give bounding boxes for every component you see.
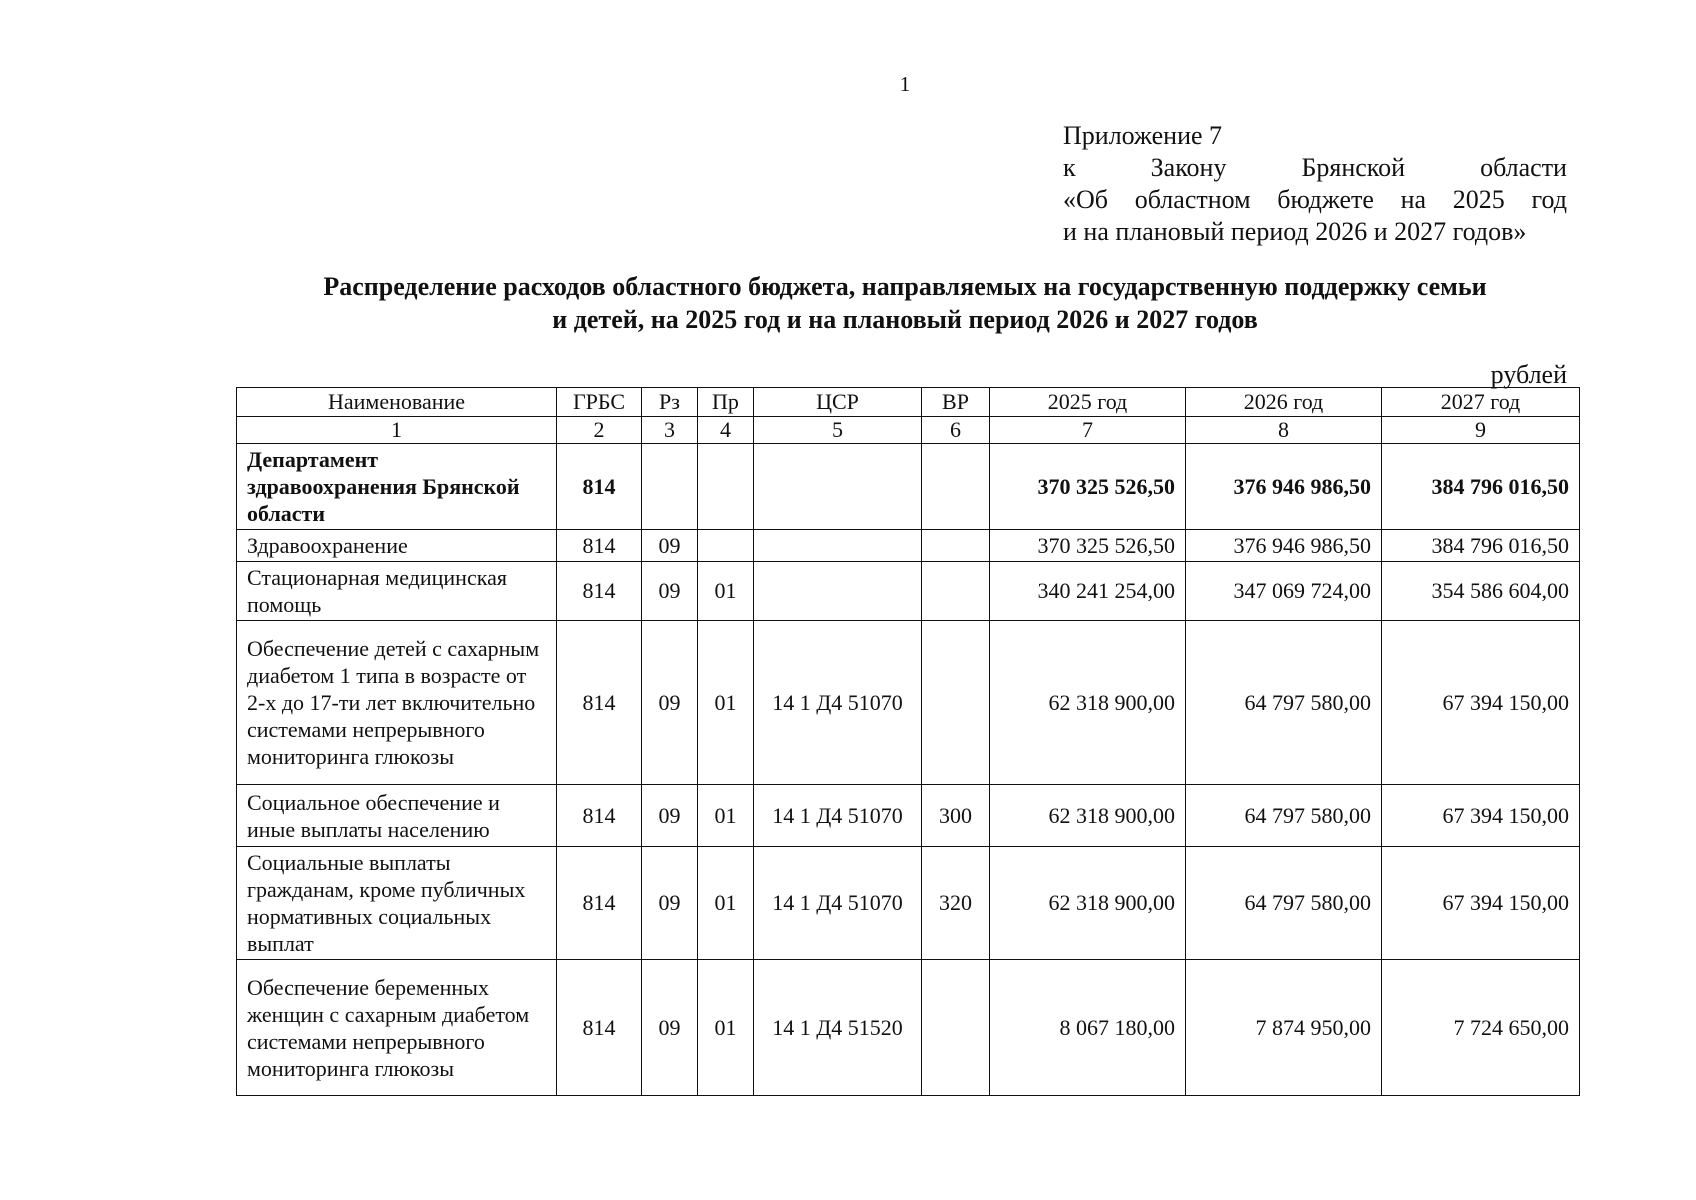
table-row [237, 960, 1580, 1096]
column-number: 2 [557, 417, 642, 444]
table-row [237, 562, 1580, 621]
row-2025: 62 318 900,00 [990, 621, 1186, 785]
page-number: 1 [899, 72, 911, 96]
header-cell: Наименование [237, 388, 557, 417]
appendix-line-4: и на плановый период 2026 и 2027 годов» [1063, 217, 1527, 246]
appendix-block [1063, 120, 1567, 248]
row-rz: 09 [642, 785, 698, 847]
appendix-word: к [1063, 153, 1076, 182]
column-number: 3 [642, 417, 698, 444]
row-2025: 370 325 526,50 [990, 444, 1186, 530]
appendix-word: Брянской [1301, 153, 1406, 182]
row-2026: 64 797 580,00 [1186, 785, 1382, 847]
table-row [237, 785, 1580, 847]
appendix-word: области [1480, 153, 1567, 182]
row-2026: 7 874 950,00 [1186, 960, 1382, 1096]
row-csr [754, 444, 922, 530]
header-cell: 2027 год [1382, 388, 1580, 417]
row-rz: 09 [642, 847, 698, 960]
row-grbs: 814 [557, 785, 642, 847]
table-body [237, 444, 1580, 1096]
column-number: 7 [990, 417, 1186, 444]
column-number: 5 [754, 417, 922, 444]
row-grbs: 814 [557, 960, 642, 1096]
row-name: Стационарная медицинская помощь [237, 562, 557, 621]
row-rz [642, 444, 698, 530]
row-vr [922, 960, 990, 1096]
table-row [237, 847, 1580, 960]
row-grbs: 814 [557, 562, 642, 621]
row-grbs: 814 [557, 847, 642, 960]
row-vr: 300 [922, 785, 990, 847]
column-number-row [237, 417, 1580, 444]
appendix-word: на [1400, 185, 1427, 214]
row-pr: 01 [698, 785, 754, 847]
row-2027: 67 394 150,00 [1382, 621, 1580, 785]
row-csr: 14 1 Д4 51520 [754, 960, 922, 1096]
title-line-1: Распределение расходов областного бюджета, направляемых на государственную поддержку семьи [323, 272, 1487, 301]
row-rz: 09 [642, 621, 698, 785]
appendix-word: 2025 [1452, 185, 1505, 214]
row-name: Департамент здравоохранения Брянской области [237, 444, 557, 530]
row-2025: 8 067 180,00 [990, 960, 1186, 1096]
title-line-2: и детей, на 2025 год и на плановый период 2026 и 2027 годов [552, 305, 1258, 334]
header-cell: ГРБС [557, 388, 642, 417]
header-cell: ВР [922, 388, 990, 417]
appendix-title: Приложение 7 [1063, 121, 1223, 150]
row-name: Здравоохранение [237, 530, 557, 562]
row-2026: 347 069 724,00 [1186, 562, 1382, 621]
table-row [237, 621, 1580, 785]
row-name: Обеспечение беременных женщин с сахарным диабетом системами непрерывного мониторинга глюкозы [237, 960, 557, 1096]
row-2025: 370 325 526,50 [990, 530, 1186, 562]
row-csr [754, 530, 922, 562]
column-number: 6 [922, 417, 990, 444]
row-vr [922, 444, 990, 530]
row-2027: 354 586 604,00 [1382, 562, 1580, 621]
appendix-word: областном [1134, 185, 1251, 214]
appendix-word: «Об [1063, 185, 1109, 214]
header-cell: ЦСР [754, 388, 922, 417]
row-2026: 64 797 580,00 [1186, 621, 1382, 785]
row-pr [698, 530, 754, 562]
row-grbs: 814 [557, 621, 642, 785]
appendix-word: год [1531, 185, 1567, 214]
row-grbs: 814 [557, 444, 642, 530]
row-pr: 01 [698, 621, 754, 785]
row-vr [922, 562, 990, 621]
row-pr: 01 [698, 960, 754, 1096]
column-number: 9 [1382, 417, 1580, 444]
appendix-line-2 [1063, 152, 1567, 184]
row-grbs: 814 [557, 530, 642, 562]
row-pr: 01 [698, 562, 754, 621]
units-label: рублей [1490, 360, 1567, 389]
header-cell: Рз [642, 388, 698, 417]
row-name: Обеспечение детей с сахарным диабетом 1 типа в возрасте от 2-х до 17-ти лет включительно системами непрерывного мониторинга глюкозы [237, 621, 557, 785]
row-csr [754, 562, 922, 621]
row-name: Социальные выплаты гражданам, кроме публичных нормативных социальных выплат [237, 847, 557, 960]
column-number: 1 [237, 417, 557, 444]
row-2027: 67 394 150,00 [1382, 785, 1580, 847]
row-rz: 09 [642, 960, 698, 1096]
row-vr: 320 [922, 847, 990, 960]
row-vr [922, 621, 990, 785]
header-cell: 2026 год [1186, 388, 1382, 417]
row-2026: 376 946 986,50 [1186, 530, 1382, 562]
row-2027: 384 796 016,50 [1382, 444, 1580, 530]
column-number: 8 [1186, 417, 1382, 444]
row-name: Социальное обеспечение и иные выплаты населению [237, 785, 557, 847]
row-2025: 62 318 900,00 [990, 785, 1186, 847]
appendix-word: бюджете [1277, 185, 1374, 214]
row-2027: 67 394 150,00 [1382, 847, 1580, 960]
row-2025: 62 318 900,00 [990, 847, 1186, 960]
row-rz: 09 [642, 530, 698, 562]
row-2026: 64 797 580,00 [1186, 847, 1382, 960]
appendix-word: Закону [1150, 153, 1227, 182]
header-cell: Пр [698, 388, 754, 417]
row-vr [922, 530, 990, 562]
budget-table [236, 387, 1580, 1096]
header-cell: 2025 год [990, 388, 1186, 417]
row-2027: 384 796 016,50 [1382, 530, 1580, 562]
row-csr: 14 1 Д4 51070 [754, 785, 922, 847]
row-csr: 14 1 Д4 51070 [754, 847, 922, 960]
table-row [237, 444, 1580, 530]
document-title [230, 270, 1580, 336]
row-rz: 09 [642, 562, 698, 621]
row-2026: 376 946 986,50 [1186, 444, 1382, 530]
table-row [237, 530, 1580, 562]
row-pr: 01 [698, 847, 754, 960]
row-2027: 7 724 650,00 [1382, 960, 1580, 1096]
row-csr: 14 1 Д4 51070 [754, 621, 922, 785]
header-row [237, 388, 1580, 417]
row-2025: 340 241 254,00 [990, 562, 1186, 621]
row-pr [698, 444, 754, 530]
column-number: 4 [698, 417, 754, 444]
appendix-line-3 [1063, 184, 1567, 216]
